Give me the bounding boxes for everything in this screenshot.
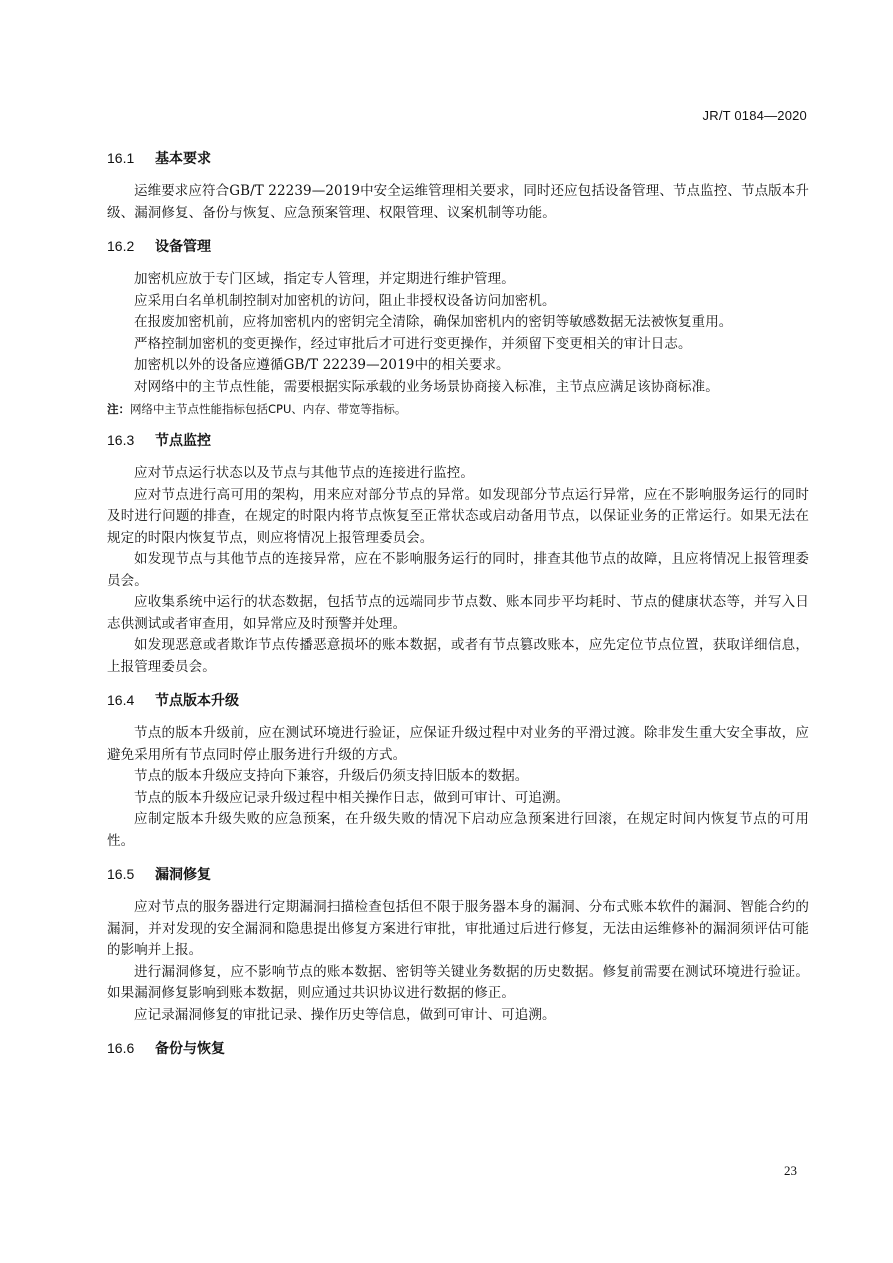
section-16-4: [107, 690, 809, 852]
paragraph: 严格控制加密机的变更操作，经过审批后才可进行变更操作，并须留下变更相关的审计日志。: [134, 335, 692, 352]
paragraph: 进行漏洞修复，应不影响节点的账本数据、密钥等关键业务数据的历史数据。修复前需要在测试环境进行验证。如果漏洞修复影响到账本数据，则应通过共识协议进行数据的修正。: [107, 963, 809, 1001]
section-16-2: [107, 236, 809, 418]
page-number: 23: [784, 1163, 797, 1178]
section-number: 16.3: [107, 432, 135, 448]
section-title: 节点监控: [155, 433, 211, 449]
paragraph: 运维要求应符合GB/T 22239—2019中安全运维管理相关要求，同时还应包括设备管理、节点监控、节点版本升级、漏洞修复、备份与恢复、应急预案管理、权限管理、议案机制等功能。: [107, 183, 809, 221]
note-label: 注：: [107, 402, 130, 416]
section-16-3: [107, 430, 809, 678]
section-body: [107, 463, 809, 678]
paragraph: 应记录漏洞修复的审批记录、操作历史等信息，做到可审计、可追溯。: [134, 1006, 556, 1023]
section-body: [107, 897, 809, 1026]
section-heading: [107, 864, 809, 885]
section-title: 备份与恢复: [155, 1041, 225, 1057]
paragraph: 节点的版本升级应支持向下兼容，升级后仍须支持旧版本的数据。: [134, 768, 529, 784]
paragraph: 应对节点的服务器进行定期漏洞扫描检查包括但不限于服务器本身的漏洞、分布式账本软件的漏洞、智能合约的漏洞，并对发现的安全漏洞和隐患提出修复方案进行审批，审批通过后进行修复，无法由运维修补的漏洞须评估可能的影响并上报。: [107, 899, 809, 958]
paragraph: 应采用白名单机制控制对加密机的访问，阻止非授权设备访问加密机。: [134, 292, 556, 309]
note: [107, 400, 809, 418]
paragraph: 节点的版本升级应记录升级过程中相关操作日志，做到可审计、可追溯。: [134, 789, 570, 806]
document-code: JR/T 0184—2020: [702, 108, 807, 123]
section-number: 16.1: [107, 150, 135, 166]
section-heading: [107, 430, 809, 451]
section-body: [107, 181, 809, 224]
section-number: 16.5: [107, 866, 135, 882]
paragraph: 如发现节点与其他节点的连接异常，应在不影响服务运行的同时，排查其他节点的故障，且应将情况上报管理委员会。: [107, 551, 809, 589]
section-body: [107, 723, 809, 852]
paragraph: 在报废加密机前，应将加密机内的密钥完全清除，确保加密机内的密钥等敏感数据无法被恢复重用。: [134, 314, 733, 330]
section-heading: [107, 236, 809, 257]
section-title: 设备管理: [155, 239, 211, 255]
document-body: [107, 142, 809, 1071]
paragraph: 加密机以外的设备应遵循GB/T 22239—2019中的相关要求。: [134, 357, 510, 373]
section-title: 基本要求: [155, 151, 211, 167]
section-number: 16.2: [107, 238, 135, 254]
paragraph: 对网络中的主节点性能，需要根据实际承载的业务场景协商接入标准，主节点应满足该协商标准。: [134, 378, 719, 395]
paragraph: 应对节点运行状态以及节点与其他节点的连接进行监控。: [134, 465, 474, 481]
section-16-1: [107, 148, 809, 224]
section-16-5: [107, 864, 809, 1026]
paragraph: 应收集系统中运行的状态数据，包括节点的远端同步节点数、账本同步平均耗时、节点的健康状态等，并写入日志供测试或者审查用，如异常应及时预警并处理。: [107, 594, 809, 632]
section-16-6: [107, 1038, 809, 1059]
section-number: 16.6: [107, 1040, 135, 1056]
section-heading: [107, 690, 809, 711]
note-text: 网络中主节点性能指标包括CPU、内存、带宽等指标。: [130, 402, 407, 416]
paragraph: 节点的版本升级前，应在测试环境进行验证，应保证升级过程中对业务的平滑过渡。除非发生重大安全事故，应避免采用所有节点同时停止服务进行升级的方式。: [107, 725, 809, 763]
section-title: 节点版本升级: [155, 693, 239, 709]
section-heading: [107, 1038, 809, 1059]
paragraph: 如发现恶意或者欺诈节点传播恶意损坏的账本数据，或者有节点篡改账本，应先定位节点位置，获取详细信息，上报管理委员会。: [107, 637, 809, 675]
section-number: 16.4: [107, 692, 135, 708]
section-title: 漏洞修复: [155, 867, 211, 883]
section-body: [107, 269, 809, 418]
paragraph: 应制定版本升级失败的应急预案，在升级失败的情况下启动应急预案进行回滚，在规定时间内恢复节点的可用性。: [107, 811, 809, 849]
paragraph: 应对节点进行高可用的架构，用来应对部分节点的异常。如发现部分节点运行异常，应在不影响服务运行的同时及时进行问题的排查，在规定的时限内将节点恢复至正常状态或启动备用节点，以保证业务的正常运行。如果无法在规定的时限内恢复节点，则应将情况上报管理委员会。: [107, 486, 809, 546]
section-heading: [107, 148, 809, 169]
paragraph: 加密机应放于专门区域，指定专人管理，并定期进行维护管理。: [134, 271, 515, 287]
